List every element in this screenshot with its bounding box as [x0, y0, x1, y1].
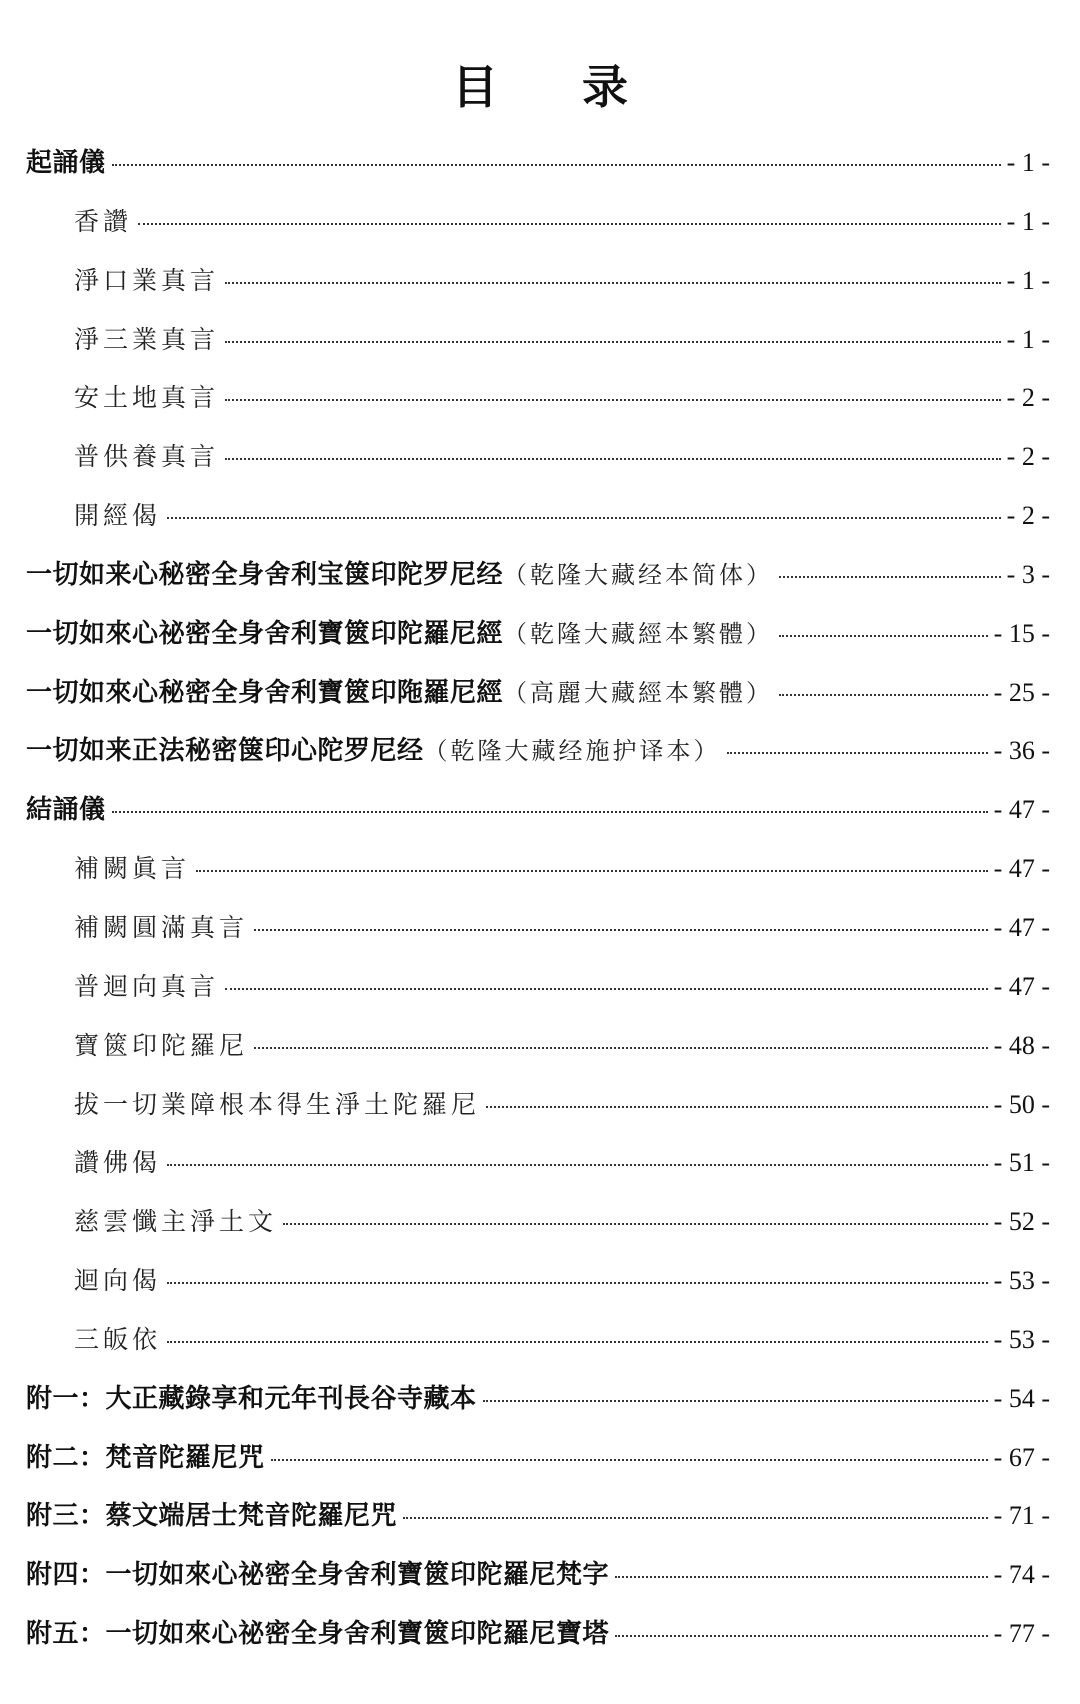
toc-entry-title: 淨口業真言: [74, 265, 220, 295]
toc-entry-title: 淨三業真言: [74, 324, 220, 354]
toc-page-number: - 51 -: [993, 1148, 1050, 1178]
toc-entry[interactable]: [26, 958, 1050, 1017]
toc-entry[interactable]: [26, 781, 1050, 840]
dot-leader: [112, 164, 1001, 166]
toc-page-number: - 1 -: [1006, 148, 1050, 177]
toc-entry[interactable]: [26, 899, 1050, 958]
dot-leader: [483, 1400, 988, 1402]
toc-entry[interactable]: [26, 546, 1050, 605]
toc-entry-title: 起誦儀: [26, 148, 106, 178]
toc-page-number: - 47 -: [993, 912, 1050, 942]
dot-leader: [254, 1047, 988, 1049]
toc-entry[interactable]: [26, 134, 1050, 193]
dot-leader: [167, 1282, 988, 1284]
toc-entry[interactable]: [26, 193, 1050, 252]
toc-entry-note: （乾隆大藏经本简体）: [503, 560, 774, 589]
dot-leader: [615, 1576, 988, 1578]
dot-leader: [779, 635, 988, 637]
dot-leader: [615, 1635, 988, 1637]
toc-entry-note: （乾隆大藏经施护译本）: [423, 737, 721, 766]
toc-entry[interactable]: [26, 605, 1050, 664]
toc-page-number: - 52 -: [993, 1207, 1050, 1237]
toc-page-number: - 25 -: [993, 677, 1050, 707]
toc-page-number: - 15 -: [993, 618, 1050, 648]
toc-entry[interactable]: [26, 1370, 1050, 1429]
toc-page-number: - 47 -: [993, 795, 1050, 825]
toc-entry[interactable]: [26, 1429, 1050, 1488]
toc-page-number: - 48 -: [993, 1030, 1050, 1060]
toc-entry-title: 慈雲懺主淨土文: [74, 1207, 278, 1237]
toc-entry-note: （高麗大藏經本繁體）: [503, 678, 774, 707]
toc-entry-title: 附一：大正藏錄享和元年刊長谷寺藏本: [26, 1383, 477, 1414]
dot-leader: [283, 1223, 988, 1225]
toc-entry-title: 附二：梵音陀羅尼咒: [26, 1442, 265, 1473]
toc-entry-title: 香讚: [74, 206, 133, 236]
toc-entry[interactable]: [26, 1252, 1050, 1311]
toc-entry[interactable]: [26, 1311, 1050, 1370]
toc-page-number: - 1 -: [1006, 324, 1050, 354]
toc-page-number: - 67 -: [993, 1442, 1050, 1472]
toc-entry[interactable]: [26, 1076, 1050, 1135]
toc-entry[interactable]: [26, 1487, 1050, 1546]
dot-leader: [167, 1164, 988, 1166]
toc-entry-note: （乾隆大藏經本繁體）: [503, 619, 774, 648]
dot-leader: [112, 811, 988, 813]
toc-page-number: - 2 -: [1006, 442, 1050, 472]
toc-entry[interactable]: [26, 369, 1050, 428]
toc-page-number: - 1 -: [1006, 265, 1050, 295]
toc-list: [26, 134, 1050, 1664]
toc-page-number: - 2 -: [1006, 501, 1050, 531]
dot-leader: [167, 517, 1001, 519]
dot-leader: [225, 341, 1001, 343]
toc-entry[interactable]: [26, 1605, 1050, 1664]
toc-entry[interactable]: [26, 1017, 1050, 1076]
dot-leader: [225, 458, 1001, 460]
toc-entry[interactable]: [26, 487, 1050, 546]
dot-leader: [225, 988, 988, 990]
toc-page-number: - 54 -: [993, 1383, 1050, 1413]
page-title: 目 录: [451, 60, 662, 114]
dot-leader: [225, 282, 1001, 284]
toc-page-number: - 53 -: [993, 1324, 1050, 1354]
toc-page-number: - 3 -: [1006, 559, 1050, 589]
toc-entry-title: 附四：一切如來心祕密全身舍利寶篋印陀羅尼梵字: [26, 1560, 610, 1591]
toc-entry[interactable]: [26, 722, 1050, 781]
toc-entry-title: 一切如来正法秘密箧印心陀罗尼经: [26, 736, 424, 767]
toc-page-number: - 53 -: [993, 1266, 1050, 1296]
toc-page-number: - 74 -: [993, 1560, 1050, 1590]
dot-leader: [403, 1517, 988, 1519]
dot-leader: [779, 576, 1001, 578]
toc-entry[interactable]: [26, 1134, 1050, 1193]
toc-page-number: - 50 -: [993, 1089, 1050, 1119]
toc-entry-title: 一切如来心秘密全身舍利宝箧印陀罗尼经: [26, 559, 504, 590]
dot-leader: [167, 1341, 988, 1343]
toc-entry[interactable]: [26, 311, 1050, 370]
toc-entry-title: 普迴向真言: [74, 971, 220, 1001]
toc-entry-title: 一切如來心祕密全身舍利寶篋印陀羅尼經: [26, 618, 504, 649]
toc-page-number: - 2 -: [1006, 383, 1050, 413]
toc-page-number: - 71 -: [993, 1501, 1050, 1531]
dot-leader: [779, 694, 988, 696]
dot-leader: [254, 929, 988, 931]
toc-entry-title: 補闕眞言: [74, 854, 191, 884]
toc-page-number: - 47 -: [993, 854, 1050, 884]
dot-leader: [225, 399, 1001, 401]
toc-entry[interactable]: [26, 1546, 1050, 1605]
toc-entry-title: 安土地真言: [74, 383, 220, 413]
toc-entry-title: 寶篋印陀羅尼: [74, 1030, 249, 1060]
toc-entry-title: 拔一切業障根本得生淨土陀羅尼: [74, 1089, 481, 1119]
dot-leader: [196, 870, 988, 872]
toc-entry-title: 開經偈: [74, 501, 162, 531]
dot-leader: [138, 223, 1001, 225]
dot-leader: [486, 1106, 988, 1108]
toc-entry-title: 附三：蔡文端居士梵音陀羅尼咒: [26, 1501, 398, 1532]
toc-entry[interactable]: [26, 428, 1050, 487]
toc-entry-title: 讚佛偈: [74, 1148, 162, 1178]
toc-entry-title: 補闕圓滿真言: [74, 912, 249, 942]
toc-entry-title: 附五：一切如來心祕密全身舍利寶篋印陀羅尼寶塔: [26, 1619, 610, 1650]
toc-entry[interactable]: [26, 840, 1050, 899]
dot-leader: [271, 1459, 988, 1461]
toc-entry-title: 結誦儀: [26, 795, 106, 826]
toc-page-number: - 47 -: [993, 971, 1050, 1001]
toc-page-number: - 36 -: [993, 736, 1050, 766]
toc-entry-title: 迴向偈: [74, 1266, 162, 1296]
toc-entry[interactable]: [26, 252, 1050, 311]
toc-entry-title: 一切如來心秘密全身舍利寶篋印陁羅尼經: [26, 677, 504, 708]
toc-page-number: - 1 -: [1006, 206, 1050, 236]
toc-page-number: - 77 -: [993, 1619, 1050, 1649]
toc-entry[interactable]: [26, 1193, 1050, 1252]
toc-entry-title: 普供養真言: [74, 442, 220, 472]
toc-entry-title: 三皈依: [74, 1324, 162, 1354]
dot-leader: [727, 752, 988, 754]
toc-entry[interactable]: [26, 664, 1050, 723]
